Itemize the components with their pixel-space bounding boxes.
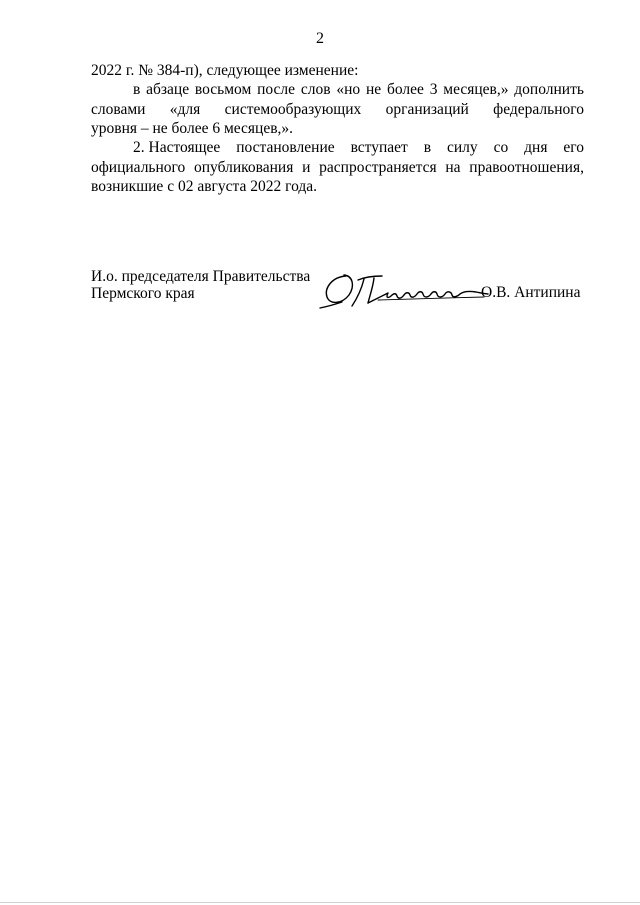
paragraph-effect-line-3: возникшие с 02 августа 2022 года.	[91, 178, 318, 195]
word: дня	[524, 139, 548, 156]
signatory-position	[91, 268, 310, 302]
word: федерального	[493, 100, 584, 118]
paragraph-change-line-2	[91, 100, 584, 120]
word: правоотношения,	[469, 158, 584, 176]
word: месяцев,»	[443, 81, 509, 98]
handwritten-signature	[318, 266, 490, 312]
word: системообразующих	[224, 100, 362, 118]
word: не	[365, 81, 382, 98]
paragraph-effect-line-2	[91, 158, 584, 178]
word: и	[302, 158, 311, 176]
word: слов	[300, 81, 331, 98]
word: со	[493, 139, 509, 156]
paragraph-effect	[91, 138, 584, 197]
word: организаций	[385, 100, 469, 118]
page-bottom-edge	[0, 902, 640, 903]
word: опубликования	[194, 158, 294, 176]
word: «но	[336, 81, 361, 98]
word: в	[423, 139, 432, 156]
paragraph-change-line-3: уровня – не более 6 месяцев,».	[91, 120, 294, 137]
paragraph-intro	[91, 61, 584, 81]
paragraph-intro-line: 2022 г. № 384-п), следующее изменение:	[91, 62, 359, 79]
paragraph-effect-line-1	[91, 138, 584, 158]
word: «для	[169, 100, 201, 118]
word: словами	[91, 100, 146, 118]
paragraph-change	[91, 80, 584, 139]
word: постановление	[236, 139, 335, 156]
word: вступает	[350, 139, 408, 156]
page-number: 2	[316, 30, 324, 47]
word: восьмом	[194, 81, 252, 98]
signatory-name: О.В. Антипина	[481, 284, 581, 301]
word: 2. Настоящее	[133, 139, 221, 156]
word: официального	[91, 158, 186, 176]
word: на	[445, 158, 461, 176]
word: более	[386, 81, 424, 98]
word: дополнить	[514, 81, 584, 98]
word: его	[563, 139, 584, 156]
word: распространяется	[319, 158, 437, 176]
word: силу	[447, 139, 478, 156]
word: 3	[429, 81, 438, 98]
signatory-position-line-2: Пермского края	[91, 285, 195, 302]
word: абзаце	[146, 81, 190, 98]
word: после	[257, 81, 296, 98]
paragraph-change-line-1	[91, 80, 584, 100]
signatory-position-line-1: И.о. председателя Правительства	[91, 268, 311, 285]
word: в	[133, 81, 141, 98]
